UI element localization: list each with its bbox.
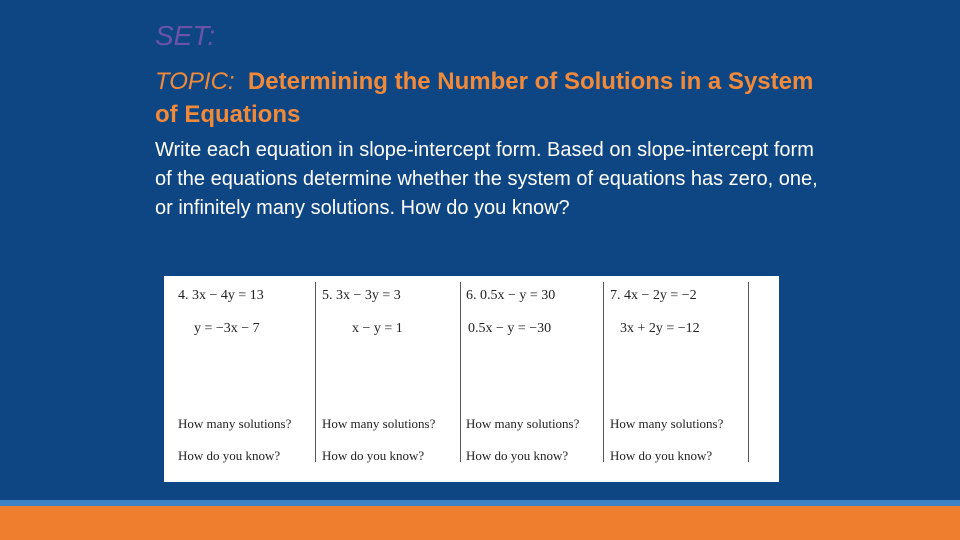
problem-cell-7: [596, 282, 749, 462]
set-label: SET:: [155, 20, 216, 51]
problem-equation-1: 6. 0.5x − y = 30: [466, 288, 556, 303]
problem-equation-2: y = −3x − 7: [194, 321, 260, 336]
footer-band: [0, 500, 960, 540]
instructions-text: Write each equation in slope-intercept form. Based on slope-intercept form of the equations determine whether the system of equations has zero, one, or infinitely many solutions. How do you know?: [155, 139, 818, 219]
reason-question: How do you know?: [178, 448, 281, 463]
topic-prefix: TOPIC:: [155, 68, 235, 95]
problem-equation-2: 3x + 2y = −12: [620, 321, 700, 336]
solutions-question: How many solutions?: [322, 416, 436, 431]
solutions-question: How many solutions?: [178, 416, 292, 431]
problem-cell-5: [308, 282, 461, 462]
problem-equation-1: 4. 3x − 4y = 13: [178, 288, 264, 303]
reason-question: How do you know?: [466, 448, 569, 463]
worksheet-image: [164, 276, 779, 482]
problem-cell-4: [164, 282, 316, 462]
problem-equation-1: 5. 3x − 3y = 3: [322, 288, 401, 303]
problem-equation-2: x − y = 1: [352, 321, 403, 336]
topic-heading: [155, 65, 835, 131]
solutions-question: How many solutions?: [610, 416, 724, 431]
solutions-question: How many solutions?: [466, 416, 580, 431]
reason-question: How do you know?: [610, 448, 713, 463]
problem-equation-2: 0.5x − y = −30: [468, 321, 552, 336]
problem-cell-6: [452, 282, 604, 462]
problem-equation-1: 7. 4x − 2y = −2: [610, 288, 697, 303]
topic-text: Determining the Number of Solutions in a System of Equations: [155, 68, 814, 128]
reason-question: How do you know?: [322, 448, 425, 463]
